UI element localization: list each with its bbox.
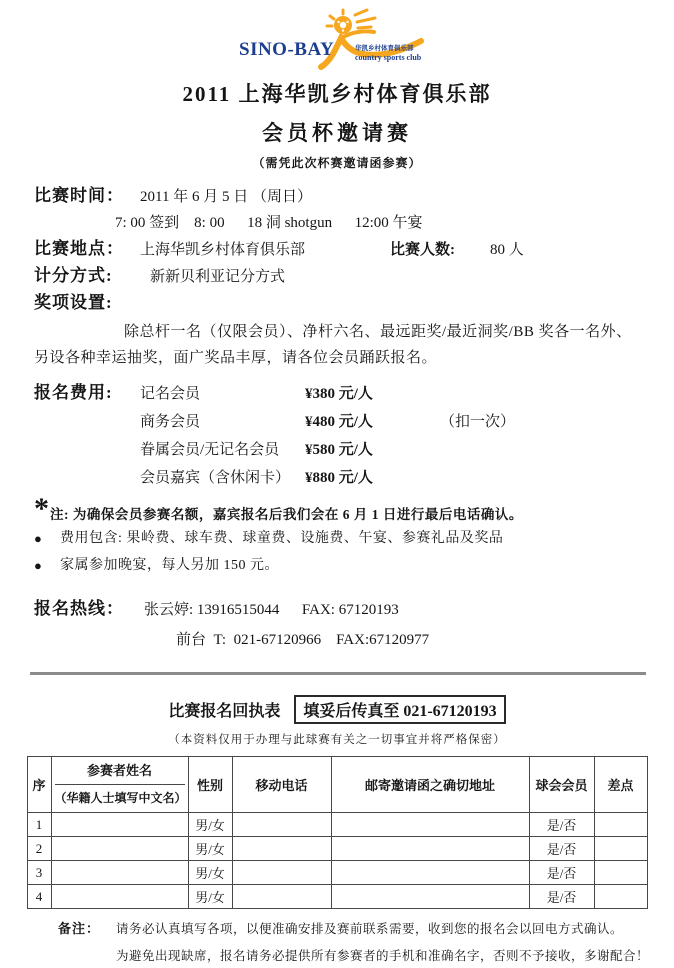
table-row [27,885,647,909]
member-options: 是/否 [529,861,594,885]
row-number: 3 [27,861,51,885]
sino-bay-logo [237,8,437,70]
fee-price: ¥880 元/人 [305,470,373,486]
hotline-label: 报名热线： [34,599,124,618]
remark-text-2: 为避免出现缺席，报名请务必提供所有参赛者的手机和准确名字，否则不予接收，多谢配合！ [116,949,650,963]
fee-name: 会员嘉宾（含休闲卡） [140,470,291,486]
fax-instruction-box: 填妥后传真至 021-67120193 [294,695,505,724]
fee-name: 记名会员 [140,386,201,402]
handicap-field [594,837,647,861]
gender-options: 男/女 [188,861,232,885]
venue-value: 上海华凯乡村体育俱乐部 [140,242,306,258]
mobile-field [232,861,331,885]
row-number: 2 [27,837,51,861]
header-name-sub: （华籍人士填写中文名） [54,791,187,805]
fee-row [34,379,646,408]
venue-label: 比赛地点： [34,239,124,258]
hotline-row1 [34,595,646,624]
member-options: 是/否 [529,813,594,837]
players-label: 比赛人数: [390,242,455,258]
address-field [331,837,529,861]
table-row [27,837,647,861]
document-body [34,183,646,654]
remark-text-1: 请务必认真填写各项，以便准确安排及赛前联系需要，收到您的报名会以回电方式确认。 [116,922,624,936]
fees-label: 报名费用: [34,383,113,402]
players-value: 80 人 [490,242,524,258]
header-name-cell [51,757,188,813]
bullet-icon: ● [34,558,42,573]
member-options: 是/否 [529,837,594,861]
match-schedule: 7: 00 签到 8: 00 18 洞 shotgun 12:00 午宴 [115,215,423,231]
handicap-field [594,861,647,885]
scoring-value: 新新贝利亚记分方式 [150,269,286,285]
mobile-field [232,813,331,837]
awards-label: 奖项设置: [34,293,113,312]
fees-section [34,379,646,492]
hotline-contact-2: 前台 T: 021-67120966 FAX:67120977 [176,632,430,648]
fee-row [34,408,646,436]
fee-price: ¥580 元/人 [305,442,373,458]
match-time-row [34,183,646,210]
confirmation-note-row [34,492,646,525]
table-header-row [27,757,647,813]
name-field [51,837,188,861]
fee-includes-text: 费用包含: 果岭费、球车费、球童费、设施费、午宴、参赛礼品及奖品 [60,531,504,546]
awards-row [34,290,646,316]
fee-row [34,464,646,492]
fee-note: （扣一次） [440,414,516,430]
reply-form-table [27,756,648,909]
club-name-en: country sports club [355,53,422,62]
match-time-label: 比赛时间： [34,186,124,205]
family-dinner-row [34,553,646,579]
section-divider [30,672,646,675]
bullet-icon: ● [34,531,42,546]
remark-row1 [58,917,654,941]
address-field [331,813,529,837]
privacy-note: （本资料仅用于办理与此球赛有关之一切事宜并将严格保密） [168,734,506,746]
header-index: 序 [27,757,51,813]
address-field [331,861,529,885]
confirmation-note-text: 注: 为确保会员参赛名额，嘉宾报名后我们会在 6 月 1 日进行最后电话确认。 [50,507,523,522]
address-field [331,885,529,909]
fee-includes-row [34,526,646,552]
row-number: 4 [27,885,51,909]
gender-options: 男/女 [188,837,232,861]
asterisk-icon: * [34,492,49,525]
header-member: 球会会员 [529,757,594,813]
mobile-field [232,837,331,861]
document-title-line1: 2011 上海华凯乡村体育俱乐部 [182,82,492,106]
name-field [51,813,188,837]
venue-row [34,236,646,263]
row-number: 1 [27,813,51,837]
scoring-label: 计分方式: [34,266,113,285]
header-mobile: 移动电话 [232,757,331,813]
handicap-field [594,813,647,837]
document-title-line2: 会员杯邀请赛 [262,121,412,145]
header-address: 邮寄邀请函之确切地址 [331,757,529,813]
mobile-field [232,885,331,909]
fee-name: 商务会员 [140,414,201,430]
name-field [51,885,188,909]
family-dinner-text: 家属参加晚宴，每人另加 150 元。 [60,558,279,573]
fee-price: ¥480 元/人 [305,414,373,430]
club-logo [0,0,674,70]
remarks-section [0,917,674,968]
header-handicap: 差点 [594,757,647,813]
gender-options: 男/女 [188,813,232,837]
brand-text: SINO-BAY [239,39,335,60]
reply-form-title-row [0,695,674,724]
hotline-section [34,595,646,654]
match-time-value: 2011 年 6 月 5 日 （周日） [140,189,312,205]
table-row [27,813,647,837]
club-name-cn: 华凯乡村体育俱乐部 [355,45,414,52]
table-row [27,861,647,885]
reply-form-title: 比赛报名回执表 [168,703,281,720]
header-gender: 性别 [188,757,232,813]
hotline-contact-1: 张云婷: 13916515044 FAX: 67120193 [144,602,399,618]
gender-options: 男/女 [188,885,232,909]
handicap-field [594,885,647,909]
remark-label: 备注： [58,921,101,936]
scoring-row [34,263,646,290]
fee-name: 眷属会员/无记名会员 [140,442,280,458]
fee-price: ¥380 元/人 [305,386,373,402]
member-options: 是/否 [529,885,594,909]
fee-row [34,436,646,464]
header-name: 参赛者姓名 [55,757,185,785]
document-title-note: （需凭此次杯赛邀请函参赛） [252,156,422,170]
awards-description: 除总杆一名（仅限会员）、净杆六名、最远距奖/最近洞奖/BB 奖各一名外、另设各种幸运抽奖，面广奖品丰厚，请各位会员踊跃报名。 [34,324,632,366]
name-field [51,861,188,885]
